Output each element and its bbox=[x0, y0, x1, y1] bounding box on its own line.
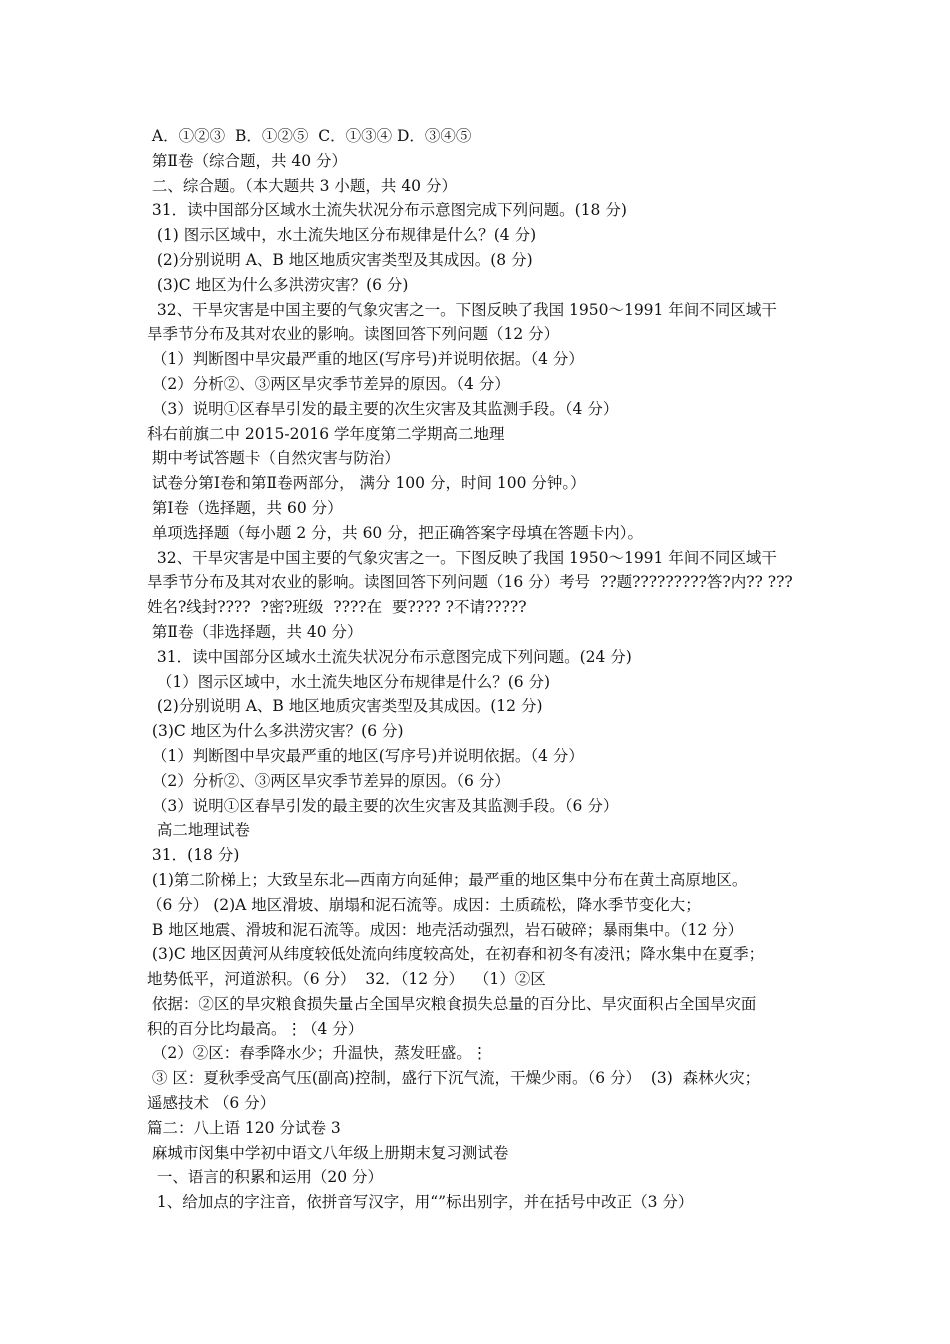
question-line: (3)C 地区为什么多洪涝灾害？(6 分) bbox=[147, 722, 404, 741]
question-line: (2)分别说明 A、B 地区地质灾害类型及其成因。(8 分) bbox=[147, 250, 533, 269]
question-line: 32、干旱灾害是中国主要的气象灾害之一。下图反映了我国 1950～1991 年间不同区域干 bbox=[147, 300, 777, 319]
instruction-line: 单项选择题（每小题 2 分，共 60 分，把正确答案字母填在答题卡内）。 bbox=[147, 523, 643, 542]
document-text bbox=[147, 124, 827, 1215]
answer-line: (3)C 地区因黄河从纬度较低处流向纬度较高处，在初春和初冬有凌汛；降水集中在夏季； bbox=[147, 945, 765, 964]
section-heading: 第Ⅱ卷（非选择题，共 40 分） bbox=[147, 622, 363, 641]
instruction-line: 试卷分第Ⅰ卷和第Ⅱ卷两部分， 满分 100 分，时间 100 分钟。） bbox=[147, 474, 586, 493]
question-line: （1）判断图中旱灾最严重的地区(写序号)并说明依据。（4 分） bbox=[147, 350, 584, 369]
answer-line: 遥感技术 （6 分） bbox=[147, 1094, 276, 1113]
question-line: 32、干旱灾害是中国主要的气象灾害之一。下图反映了我国 1950～1991 年间不同区域干 bbox=[147, 548, 777, 567]
question-line: (1) 图示区域中，水土流失地区分布规律是什么？(4 分) bbox=[147, 226, 537, 245]
document-title-line: 麻城市闵集中学初中语文八年级上册期末复习测试卷 bbox=[147, 1143, 509, 1162]
answer-line: （6 分） (2)A 地区滑坡、崩塌和泥石流等。成因：土质疏松，降水季节变化大； bbox=[147, 895, 701, 914]
question-line: 31．读中国部分区域水土流失状况分布示意图完成下列问题。(24 分) bbox=[147, 647, 632, 666]
question-line: 1、给加点的字注音，依拼音写汉字，用“”标出别字，并在括号中改正（3 分） bbox=[147, 1193, 694, 1212]
question-line: （3）说明①区春旱引发的最主要的次生灾害及其监测手段。（4 分） bbox=[147, 399, 619, 418]
answer-line: (1)第二阶梯上；大致呈东北—西南方向延伸；最严重的地区集中分布在黄土高原地区。 bbox=[147, 870, 748, 889]
document-title-line: 期中考试答题卡（自然灾害与防治） bbox=[147, 449, 400, 468]
answer-line: （2）②区：春季降水少；升温快，蒸发旺盛。⋮ bbox=[147, 1044, 488, 1063]
answer-options-line: A．①②③ B．①②⑤ C．①③④ D．③④⑤ bbox=[147, 127, 472, 145]
question-line: (2)分别说明 A、B 地区地质灾害类型及其成因。(12 分) bbox=[147, 697, 543, 716]
question-line: （2）分析②、③两区旱灾季节差异的原因。（6 分） bbox=[147, 771, 510, 790]
question-line: 旱季节分布及其对农业的影响。读图回答下列问题（12 分） bbox=[147, 325, 560, 344]
section-heading: 一、语言的积累和运用（20 分） bbox=[147, 1168, 384, 1187]
answer-line: 地势低平，河道淤积。（6 分） 32．（12 分） （1）②区 bbox=[147, 970, 546, 989]
question-line: （3）说明①区春旱引发的最主要的次生灾害及其监测手段。（6 分） bbox=[147, 796, 619, 815]
question-line: （1）图示区域中，水土流失地区分布规律是什么？(6 分) bbox=[147, 672, 551, 691]
question-line: (3)C 地区为什么多洪涝灾害？(6 分) bbox=[147, 275, 409, 294]
question-line: 31．读中国部分区域水土流失状况分布示意图完成下列问题。(18 分) bbox=[147, 201, 627, 220]
answer-line: B 地区地震、滑坡和泥石流等。成因：地壳活动强烈，岩石破碎；暴雨集中。（12 分） bbox=[147, 920, 744, 939]
document-title-line: 高二地理试卷 bbox=[147, 821, 250, 840]
document-title-line: 篇二：八上语 120 分试卷 3 bbox=[147, 1118, 341, 1137]
section-heading: 第Ⅰ卷（选择题，共 60 分） bbox=[147, 498, 343, 517]
question-line: （1）判断图中旱灾最严重的地区(写序号)并说明依据。（4 分） bbox=[147, 746, 584, 765]
answer-line: ③ 区：夏秋季受高气压(副高)控制，盛行下沉气流，干燥少雨。（6 分） (3) 森林火灾； bbox=[147, 1069, 761, 1088]
document-title-line: 科右前旗二中 2015-2016 学年度第二学期高二地理 bbox=[147, 424, 505, 443]
garbled-line: 姓名?线封???? ?密?班级 ????在 要???? ?不请????? bbox=[147, 598, 527, 617]
answer-line: 31．(18 分) bbox=[147, 846, 240, 865]
question-line: 旱季节分布及其对农业的影响。读图回答下列问题（16 分）考号 ??题?????????答?内?? ??? bbox=[147, 573, 793, 592]
question-line: （2）分析②、③两区旱灾季节差异的原因。（4 分） bbox=[147, 374, 510, 393]
section-heading: 二、综合题。（本大题共 3 小题，共 40 分） bbox=[147, 176, 457, 195]
section-heading: 第Ⅱ卷（综合题，共 40 分） bbox=[147, 151, 348, 170]
answer-line: 积的百分比均最高。⋮（4 分） bbox=[147, 1019, 364, 1038]
answer-line: 依据：②区的旱灾粮食损失量占全国旱灾粮食损失总量的百分比、旱灾面积占全国旱灾面 bbox=[147, 994, 757, 1013]
